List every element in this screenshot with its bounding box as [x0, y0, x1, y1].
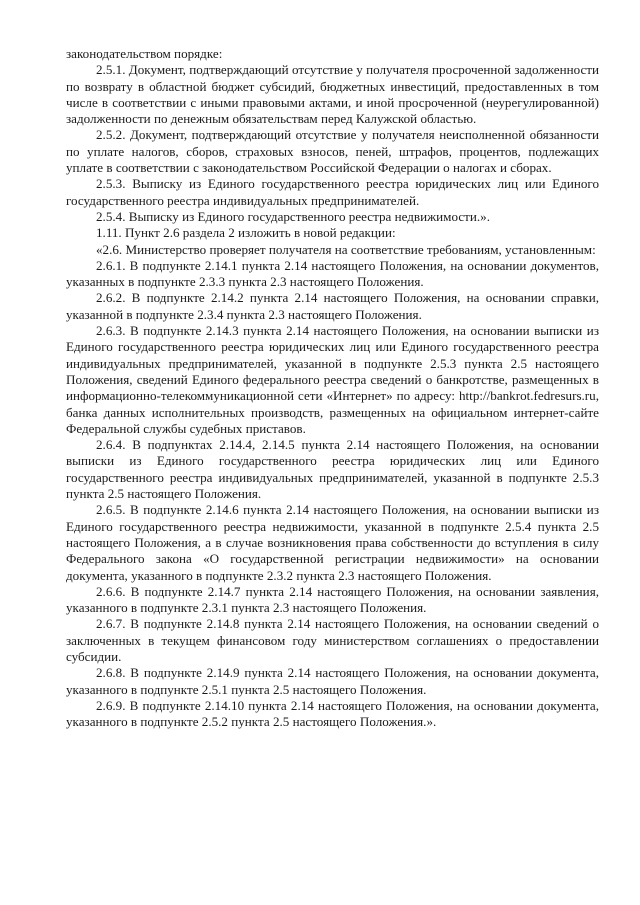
paragraph-2-5-2: 2.5.2. Документ, подтверждающий отсутствие у получателя неисполненной обязанности по уплате налогов, сборов, страховых взносов, пеней, штрафов, процентов, подлежащих уплате в соответствии с законодательством Российской Федерации о налогах и сборах. [66, 127, 599, 176]
paragraph-2-5-4: 2.5.4. Выписку из Единого государственного реестра недвижимости.». [96, 208, 490, 224]
document-page [66, 46, 599, 730]
paragraph-2-6-4: 2.6.4. В подпунктах 2.14.4, 2.14.5 пункта 2.14 настоящего Положения, на основании выписки из Единого государственного реестра юридических лиц или Единого государственного реестра индивидуальных предпринимателей, указанной в подпункте 2.5.3 пункта 2.5 настоящего Положения. [66, 437, 599, 502]
paragraph-2-6-8: 2.6.8. В подпункте 2.14.9 пункта 2.14 настоящего Положения, на основании документа, указанного в подпункте 2.5.1 пункта 2.5 настоящего Положения. [66, 665, 599, 697]
paragraph-2-6-7: 2.6.7. В подпункте 2.14.8 пункта 2.14 настоящего Положения, на основании сведений о заключенных в текущем финансовом году министерством соглашениях о предоставлении субсидии. [66, 616, 599, 664]
paragraph-2-6-5: 2.6.5. В подпункте 2.14.6 пункта 2.14 настоящего Положения, на основании выписки из Единого государственного реестра недвижимости, указанной в подпункте 2.5.4 пункта 2.5 настоящего Положения, а в случае возникновения права собственности до вступления в силу Федерального закона «О государственной регистрации недвижимости» на основании документа, указанного в подпункте 2.3.2 пункта 2.3 настоящего Положения. [66, 502, 599, 583]
paragraph-2-5-3: 2.5.3. Выписку из Единого государственного реестра юридических лиц или Единого государственного реестра индивидуальных предпринимателей. [66, 176, 599, 208]
paragraph-2-6-6: 2.6.6. В подпункте 2.14.7 пункта 2.14 настоящего Положения, на основании заявления, указанного в подпункте 2.3.1 пункта 2.3 настоящего Положения. [66, 583, 599, 616]
paragraph-2-6-9: 2.6.9. В подпункте 2.14.10 пункта 2.14 настоящего Положения, на основании документа, указанного в подпункте 2.5.2 пункта 2.5 настоящего Положения.». [66, 697, 599, 730]
paragraph-1-11: 1.11. Пункт 2.6 раздела 2 изложить в новой редакции: [96, 225, 396, 241]
paragraph-2-6-2: 2.6.2. В подпункте 2.14.2 пункта 2.14 настоящего Положения, на основании справки, указанной в подпункте 2.3.4 пункта 2.3 настоящего Положения. [66, 290, 599, 322]
paragraph-continuation: законодательством порядке: [66, 46, 223, 61]
paragraph-2-6: «2.6. Министерство проверяет получателя на соответствие требованиям, установленным: [96, 241, 596, 257]
paragraph-2-6-3: 2.6.3. В подпункте 2.14.3 пункта 2.14 настоящего Положения, на основании выписки из Единого государственного реестра юридических лиц или Единого государственного реестра индивидуальных предпринимателей, указанной в подпункте 2.5.3 пункта 2.5 настоящего Положения, сведений Единого федерального реестра сведений о банкротстве, размещенных в информационно-телекоммуникационной сети «Интернет» по адресу: http://bankrot.fedresurs.ru, банка данных исполнительных производств, размещенных на официальном интернет-сайте Федеральной службы судебных приставов. [66, 323, 599, 436]
paragraph-2-6-1: 2.6.1. В подпункте 2.14.1 пункта 2.14 настоящего Положения, на основании документов, указанных в подпункте 2.3.3 пункта 2.3 настоящего Положения. [66, 257, 599, 290]
paragraph-2-5-1: 2.5.1. Документ, подтверждающий отсутствие у получателя просроченной задолженности по возврату в областной бюджет субсидий, бюджетных инвестиций, предоставленных в том числе в соответствии с иными правовыми актами, и иной просроченной (неурегулированной) задолженности по денежным обязательствам перед Калужской областью. [66, 62, 599, 127]
